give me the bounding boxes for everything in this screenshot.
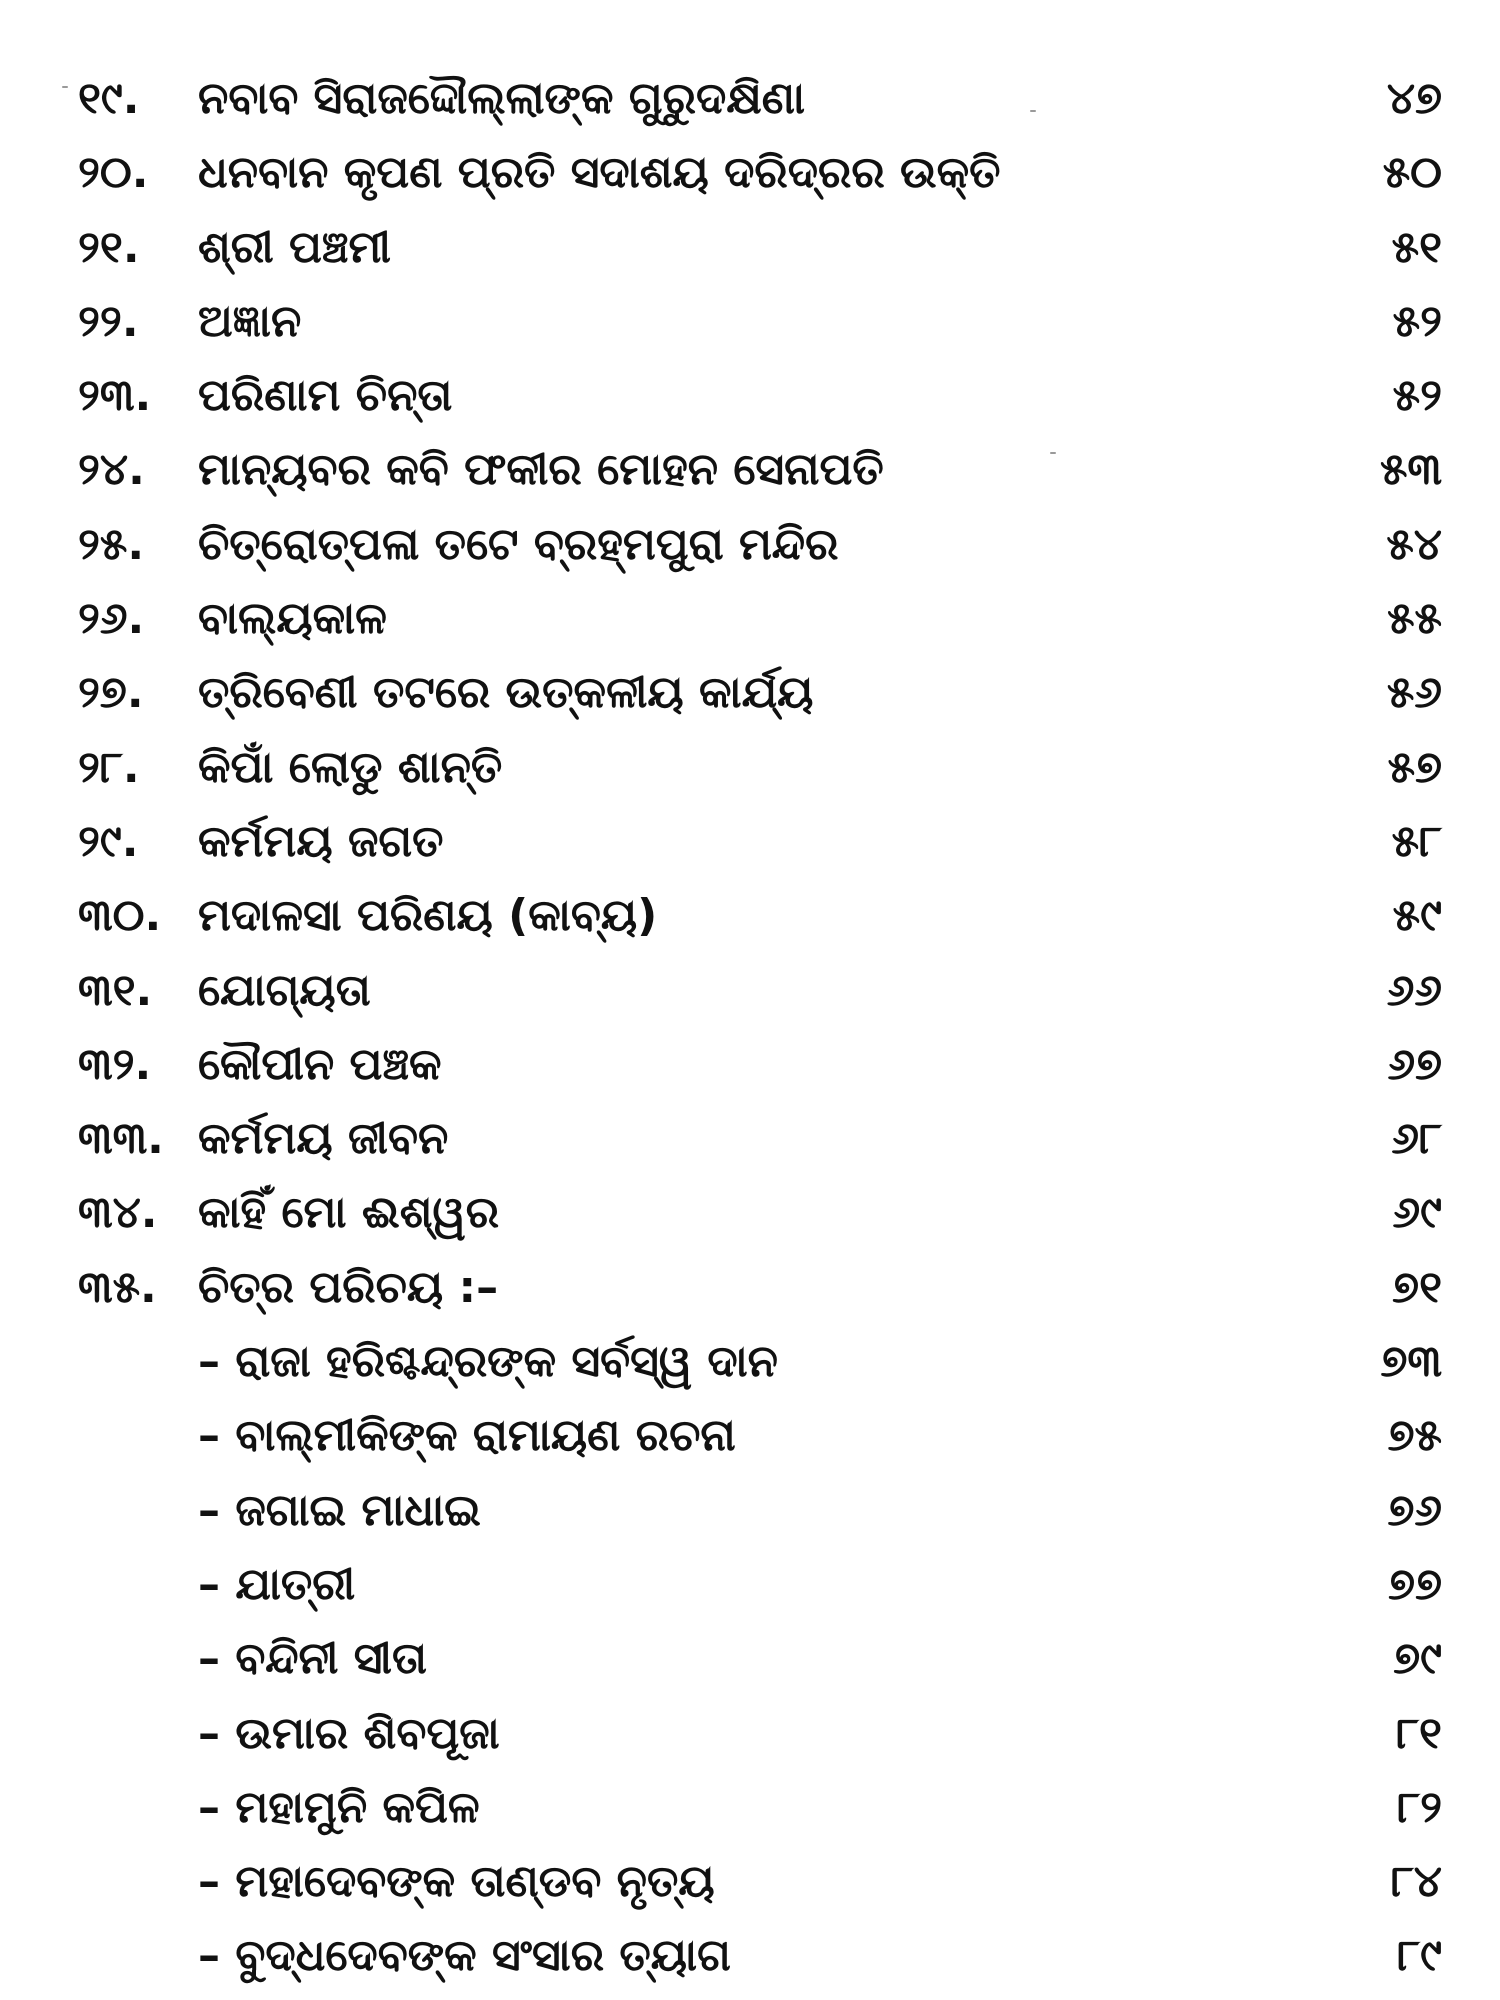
toc-entry-21[interactable] xyxy=(0,211,1500,285)
entry-title: କାହିଁ ମୋ ଈଶ୍ୱର xyxy=(198,1187,500,1239)
entry-page-number: ୬୬ xyxy=(1386,964,1442,1016)
entry-page-number: ୫୪ xyxy=(1386,518,1442,570)
sub-entry-page-number: ୮୯ xyxy=(1397,1930,1442,1982)
sub-entry-title: – ଉମାର ଶିବପୂଜା xyxy=(198,1707,500,1759)
entry-page-number: ୫୨ xyxy=(1392,370,1442,422)
toc-sub-entry[interactable] xyxy=(0,1845,1500,1919)
sub-entry-page-number: ୭୫ xyxy=(1387,1410,1442,1462)
entry-number: ୨୮. xyxy=(78,741,140,793)
sub-entry-page-number: ୭୯ xyxy=(1393,1633,1442,1685)
entry-title: ଯୋଗ୍ୟତା xyxy=(198,964,371,1016)
sub-entry-title: – ଯାତ୍ରୀ xyxy=(198,1558,356,1610)
toc-sub-entry[interactable] xyxy=(0,1325,1500,1399)
sub-entry-title: – ମହାଦେବଙ୍କ ତାଣ୍ଡବ ନୃତ୍ୟ xyxy=(198,1856,715,1908)
entry-title: କର୍ମମୟ ଜୀବନ xyxy=(198,1113,449,1165)
sub-entry-title: – ରାଜା ହରିଶ୍ଚନ୍ଦ୍ରଙ୍କ ସର୍ବସ୍ୱ ଦାନ xyxy=(198,1336,778,1388)
sub-entry-title: – ବାଲ୍ମୀକିଙ୍କ ରାମାୟଣ ରଚନା xyxy=(198,1410,736,1462)
entry-number: ୨୪. xyxy=(78,444,145,496)
entry-title: ଚିତ୍ରୋତ୍ପଳା ତଟେ ବ୍ରହ୍ମପୁରା ମନ୍ଦିର xyxy=(198,518,839,570)
sub-entry-page-number: ୭୭ xyxy=(1388,1558,1442,1610)
sub-entry-page-number: ୭୩ xyxy=(1380,1336,1442,1388)
entry-page-number: ୬୯ xyxy=(1392,1187,1442,1239)
entry-title: କୌପୀନ ପଞ୍ଚକ xyxy=(198,1038,442,1090)
entry-number: ୨୨. xyxy=(78,295,139,347)
entry-title: ବାଲ୍ୟକାଳ xyxy=(198,593,387,645)
entry-page-number: ୫୨ xyxy=(1392,295,1442,347)
entry-title: ମଦାଳସା ପରିଣୟ (କାବ୍ୟ) xyxy=(198,890,658,942)
sub-entry-page-number: ୭୬ xyxy=(1387,1484,1442,1536)
toc-sub-entry[interactable] xyxy=(0,1474,1500,1548)
entry-number: ୨୯. xyxy=(78,815,139,867)
entry-title: ମାନ୍ୟବର କବି ଫକୀର ମୋହନ ସେନାପତି xyxy=(198,444,884,496)
toc-entry-31[interactable] xyxy=(0,954,1500,1028)
entry-number: ୩୦. xyxy=(78,890,162,942)
entry-page-number: ୫୭ xyxy=(1387,741,1442,793)
entry-number: ୨୬. xyxy=(78,593,145,645)
entry-page-number: ୭୧ xyxy=(1392,1261,1442,1313)
sub-entry-page-number: ୮୧ xyxy=(1396,1707,1442,1759)
entry-title: ନବାବ ସିରାଜଦ୍ଦୌଲ୍ଲାଙ୍କ ଗୁରୁଦକ୍ଷିଣା xyxy=(198,73,806,124)
toc-entry-22[interactable] xyxy=(0,285,1500,359)
entry-number: ୨୦. xyxy=(78,147,149,199)
table-of-contents xyxy=(0,62,1500,1994)
entry-title: କିପାଁ ଲୋଡୁ ଶାନ୍ତି xyxy=(198,741,503,793)
sub-entry-title: – ବୁଦ୍ଧଦେବଙ୍କ ସଂସାର ତ୍ୟାଗ xyxy=(198,1930,731,1982)
sub-entry-page-number: ୮୨ xyxy=(1397,1781,1442,1833)
entry-number: ୩୩. xyxy=(78,1113,164,1165)
entry-title: କର୍ମମୟ ଜଗତ xyxy=(198,815,444,867)
toc-entry-32[interactable] xyxy=(0,1028,1500,1102)
entry-page-number: ୪୭ xyxy=(1386,73,1442,124)
toc-entry-24[interactable] xyxy=(0,433,1500,507)
entry-title: ଚିତ୍ର ପରିଚୟ :– xyxy=(198,1261,499,1313)
sub-entry-title: – ଜଗାଇ ମାଧାଇ xyxy=(198,1484,481,1536)
toc-sub-entry[interactable] xyxy=(0,1771,1500,1845)
toc-sub-entry[interactable] xyxy=(0,1919,1500,1993)
entry-title: ଧନବାନ କୃପଣ ପ୍ରତି ସଦାଶୟ ଦରିଦ୍ରର ଉକ୍ତି xyxy=(198,147,1001,199)
entry-number: ୩୧. xyxy=(78,964,153,1016)
toc-sub-entry[interactable] xyxy=(0,1399,1500,1473)
entry-page-number: ୬୮ xyxy=(1391,1113,1442,1165)
toc-entry-34[interactable] xyxy=(0,1176,1500,1250)
toc-entry-30[interactable] xyxy=(0,879,1500,953)
entry-number: ୨୩. xyxy=(78,370,152,422)
toc-sub-entry[interactable] xyxy=(0,1548,1500,1622)
toc-entry-33[interactable] xyxy=(0,1102,1500,1176)
sub-entry-page-number: ୮୪ xyxy=(1390,1856,1442,1908)
entry-title: ଶ୍ରୀ ପଞ୍ଚମୀ xyxy=(198,221,391,273)
entry-page-number: ୫୯ xyxy=(1392,890,1442,942)
toc-entry-27[interactable] xyxy=(0,656,1500,730)
entry-number: ୧୯. xyxy=(78,73,140,124)
toc-entry-20[interactable] xyxy=(0,136,1500,210)
entry-title: ଅଜ୍ଞାନ xyxy=(198,295,302,347)
toc-entry-28[interactable] xyxy=(0,731,1500,805)
entry-page-number: ୫୦ xyxy=(1382,147,1442,199)
entry-title: ତ୍ରିବେଣୀ ତଟରେ ଉତ୍କଳୀୟ କାର୍ଯ୍ୟ xyxy=(198,667,814,719)
entry-number: ୨୭. xyxy=(78,667,144,719)
toc-sub-entry[interactable] xyxy=(0,1697,1500,1771)
sub-entry-title: – ମହାମୁନି କପିଳ xyxy=(198,1781,480,1833)
entry-page-number: ୫୬ xyxy=(1386,667,1442,719)
entry-page-number: ୫୧ xyxy=(1391,221,1442,273)
entry-number: ୨୧. xyxy=(78,221,140,273)
entry-page-number: ୫୩ xyxy=(1379,444,1442,496)
sub-entry-title: – ବନ୍ଦିନୀ ସୀତା xyxy=(198,1633,427,1685)
toc-entry-35[interactable] xyxy=(0,1251,1500,1325)
entry-title: ପରିଣାମ ଚିନ୍ତା xyxy=(198,370,453,422)
toc-entry-26[interactable] xyxy=(0,582,1500,656)
entry-number: ୩୨. xyxy=(78,1038,152,1090)
entry-number: ୩୫. xyxy=(78,1261,157,1313)
entry-page-number: ୫୮ xyxy=(1391,815,1442,867)
toc-entry-19[interactable] xyxy=(0,62,1500,136)
toc-entry-25[interactable] xyxy=(0,508,1500,582)
entry-page-number: ୬୭ xyxy=(1387,1038,1442,1090)
entry-page-number: ୫୫ xyxy=(1387,593,1442,645)
toc-sub-entry[interactable] xyxy=(0,1622,1500,1696)
entry-number: ୨୫. xyxy=(78,518,145,570)
entry-number: ୩୪. xyxy=(78,1187,158,1239)
toc-entry-23[interactable] xyxy=(0,359,1500,433)
toc-entry-29[interactable] xyxy=(0,805,1500,879)
